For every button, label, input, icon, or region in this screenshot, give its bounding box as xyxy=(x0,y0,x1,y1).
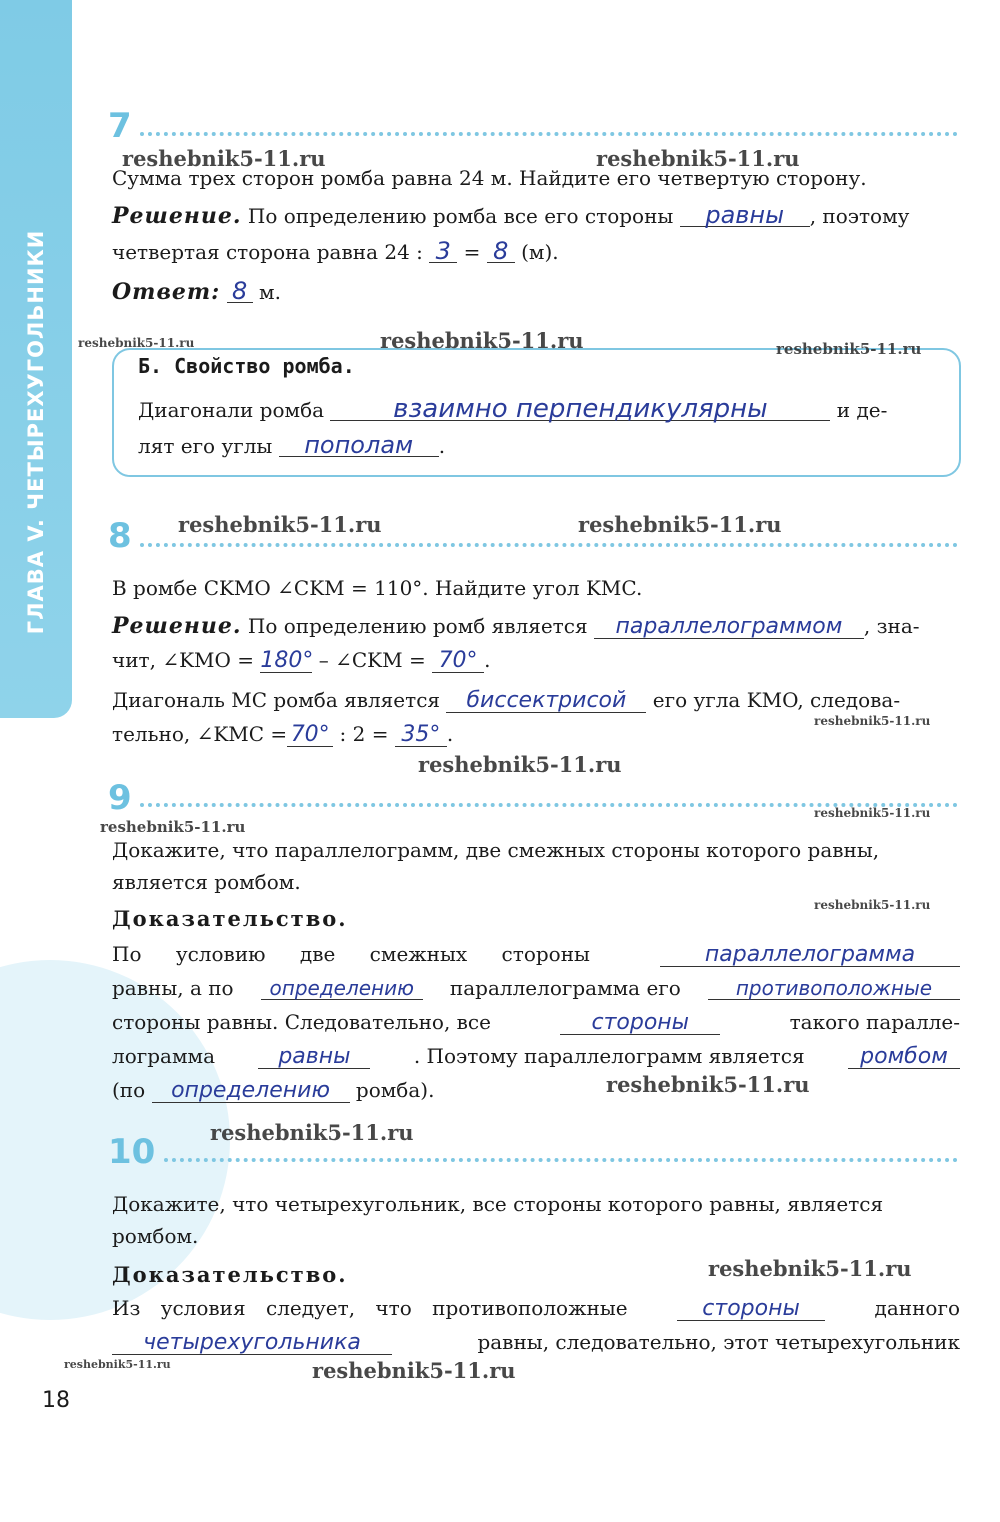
text: : 2 = xyxy=(339,722,389,746)
handwritten-answer: определению xyxy=(261,977,423,1000)
watermark: reshebnik5-11.ru xyxy=(78,336,195,350)
text: и де- xyxy=(836,398,888,422)
text: Диагонали ромба xyxy=(138,398,325,422)
watermark: reshebnik5-11.ru xyxy=(814,898,931,912)
task-9-proof-line-2 xyxy=(112,974,960,1002)
handwritten-answer: взаимно перпендикулярны xyxy=(330,398,830,421)
text: По условию две смежных стороны xyxy=(112,942,590,966)
task-10-number: 10 xyxy=(108,1132,156,1172)
text: . Поэтому параллелограмм является xyxy=(413,1044,805,1068)
task-7-divider xyxy=(140,132,958,136)
text: . xyxy=(438,434,446,458)
text: параллелограмма его xyxy=(449,976,681,1000)
handwritten-answer: параллелограмма xyxy=(660,944,960,967)
watermark: reshebnik5-11.ru xyxy=(578,512,782,537)
text: , зна- xyxy=(863,614,920,638)
task-8-line-3 xyxy=(112,686,900,714)
task-10-question-line-1: Докажите, что четырехугольник, все стороны которого равны, является xyxy=(112,1192,884,1216)
text: данного xyxy=(874,1296,960,1320)
text: четвертая сторона равна 24 : xyxy=(112,240,423,264)
text: такого паралле- xyxy=(789,1010,960,1034)
handwritten-answer: четырехугольника xyxy=(112,1332,392,1355)
text: (по xyxy=(112,1078,146,1102)
handwritten-answer: 70° xyxy=(287,724,333,747)
chapter-title: ГЛАВА V. ЧЕТЫРЕХУГОЛЬНИКИ xyxy=(24,229,48,635)
text: лограмма xyxy=(112,1044,215,1068)
text: = xyxy=(463,240,481,264)
handwritten-answer: параллелограммом xyxy=(594,616,864,639)
proof-label: Доказательство. xyxy=(112,906,348,931)
answer-label: Ответ: xyxy=(112,279,221,305)
task-9-proof-line-1 xyxy=(112,940,960,968)
text: м. xyxy=(259,280,281,304)
task-9-question-line-2: является ромбом. xyxy=(112,870,301,894)
task-8-line-2 xyxy=(112,646,490,674)
text: равны, а по xyxy=(112,976,234,1000)
section-b-line-1 xyxy=(138,396,887,424)
text: . xyxy=(446,722,454,746)
handwritten-answer: стороны xyxy=(560,1012,720,1035)
handwritten-answer: определению xyxy=(152,1080,350,1103)
section-b-title: Б. Свойство ромба. xyxy=(138,354,355,378)
text: равны, следовательно, этот четырехугольник xyxy=(477,1330,960,1354)
task-7-solution-line-1 xyxy=(112,202,909,230)
handwritten-answer: противоположные xyxy=(708,977,960,1000)
task-9-proof-line-5 xyxy=(112,1076,434,1104)
task-8-line-4 xyxy=(112,720,453,748)
watermark: reshebnik5-11.ru xyxy=(814,714,931,728)
watermark: reshebnik5-11.ru xyxy=(122,146,326,171)
task-10-divider xyxy=(164,1158,958,1162)
text: Из условия следует, что противоположные xyxy=(112,1296,628,1320)
text: его угла KMO, следова- xyxy=(652,688,901,712)
text: ромба). xyxy=(355,1078,435,1102)
watermark: reshebnik5-11.ru xyxy=(418,752,622,777)
task-7-solution-line-2 xyxy=(112,238,559,266)
task-7-answer xyxy=(112,278,281,306)
watermark: reshebnik5-11.ru xyxy=(606,1072,810,1097)
text: Диагональ MC ромба является xyxy=(112,688,441,712)
text: По определению ромба все его стороны xyxy=(247,204,674,228)
task-10-proof-line-2 xyxy=(112,1328,960,1356)
text: лят его углы xyxy=(138,434,273,458)
task-8-line-1 xyxy=(112,612,920,640)
handwritten-answer: биссектрисой xyxy=(446,690,646,713)
handwritten-answer: 3 xyxy=(429,240,457,263)
watermark: reshebnik5-11.ru xyxy=(100,818,246,836)
task-8-divider xyxy=(140,543,958,547)
watermark: reshebnik5-11.ru xyxy=(708,1256,912,1281)
task-9-proof-line-4 xyxy=(112,1042,960,1070)
task-10-question-line-2: ромбом. xyxy=(112,1224,199,1248)
solution-label: Решение. xyxy=(112,203,242,229)
proof-label: Доказательство. xyxy=(112,1262,348,1287)
task-10-proof-line-1 xyxy=(112,1294,960,1322)
handwritten-answer: стороны xyxy=(677,1298,825,1321)
handwritten-answer: 70° xyxy=(432,650,484,673)
text: . xyxy=(484,648,491,672)
text: , поэтому xyxy=(809,204,910,228)
handwritten-answer: равны xyxy=(258,1046,370,1069)
handwritten-answer: 8 xyxy=(487,240,515,263)
handwritten-answer: 35° xyxy=(395,724,447,747)
watermark: reshebnik5-11.ru xyxy=(210,1120,414,1145)
task-7-number: 7 xyxy=(108,106,132,146)
task-7-question: Сумма трех сторон ромба равна 24 м. Найдите его четвертую сторону. xyxy=(112,166,867,190)
handwritten-answer: пополам xyxy=(279,434,439,457)
watermark: reshebnik5-11.ru xyxy=(178,512,382,537)
section-b-line-2 xyxy=(138,432,445,460)
handwritten-answer: ромбом xyxy=(848,1046,960,1069)
handwritten-answer: 8 xyxy=(227,280,253,303)
text: тельно, ∠KMC = xyxy=(112,722,288,746)
watermark: reshebnik5-11.ru xyxy=(64,1358,171,1371)
watermark: reshebnik5-11.ru xyxy=(312,1358,516,1383)
watermark: reshebnik5-11.ru xyxy=(814,806,931,820)
watermark: reshebnik5-11.ru xyxy=(380,328,584,353)
handwritten-answer: равны xyxy=(680,204,810,227)
handwritten-answer: 180° xyxy=(260,648,314,673)
text: чит, ∠KMO = xyxy=(112,648,255,672)
text: По определению ромб является xyxy=(247,614,588,638)
text: (м). xyxy=(521,240,559,264)
text: – ∠CKM = xyxy=(318,648,426,672)
text: стороны равны. Следовательно, все xyxy=(112,1010,491,1034)
watermark: reshebnik5-11.ru xyxy=(596,146,800,171)
page-number: 18 xyxy=(42,1388,70,1413)
task-9-number: 9 xyxy=(108,778,132,818)
task-8-number: 8 xyxy=(108,516,132,556)
task-9-proof-line-3 xyxy=(112,1008,960,1036)
watermark: reshebnik5-11.ru xyxy=(776,340,922,358)
solution-label: Решение. xyxy=(112,613,242,639)
task-8-question: В ромбе CKMO ∠CKM = 110°. Найдите угол KMC. xyxy=(112,576,643,600)
task-9-question-line-1: Докажите, что параллелограмм, две смежных стороны которого равны, xyxy=(112,838,880,862)
